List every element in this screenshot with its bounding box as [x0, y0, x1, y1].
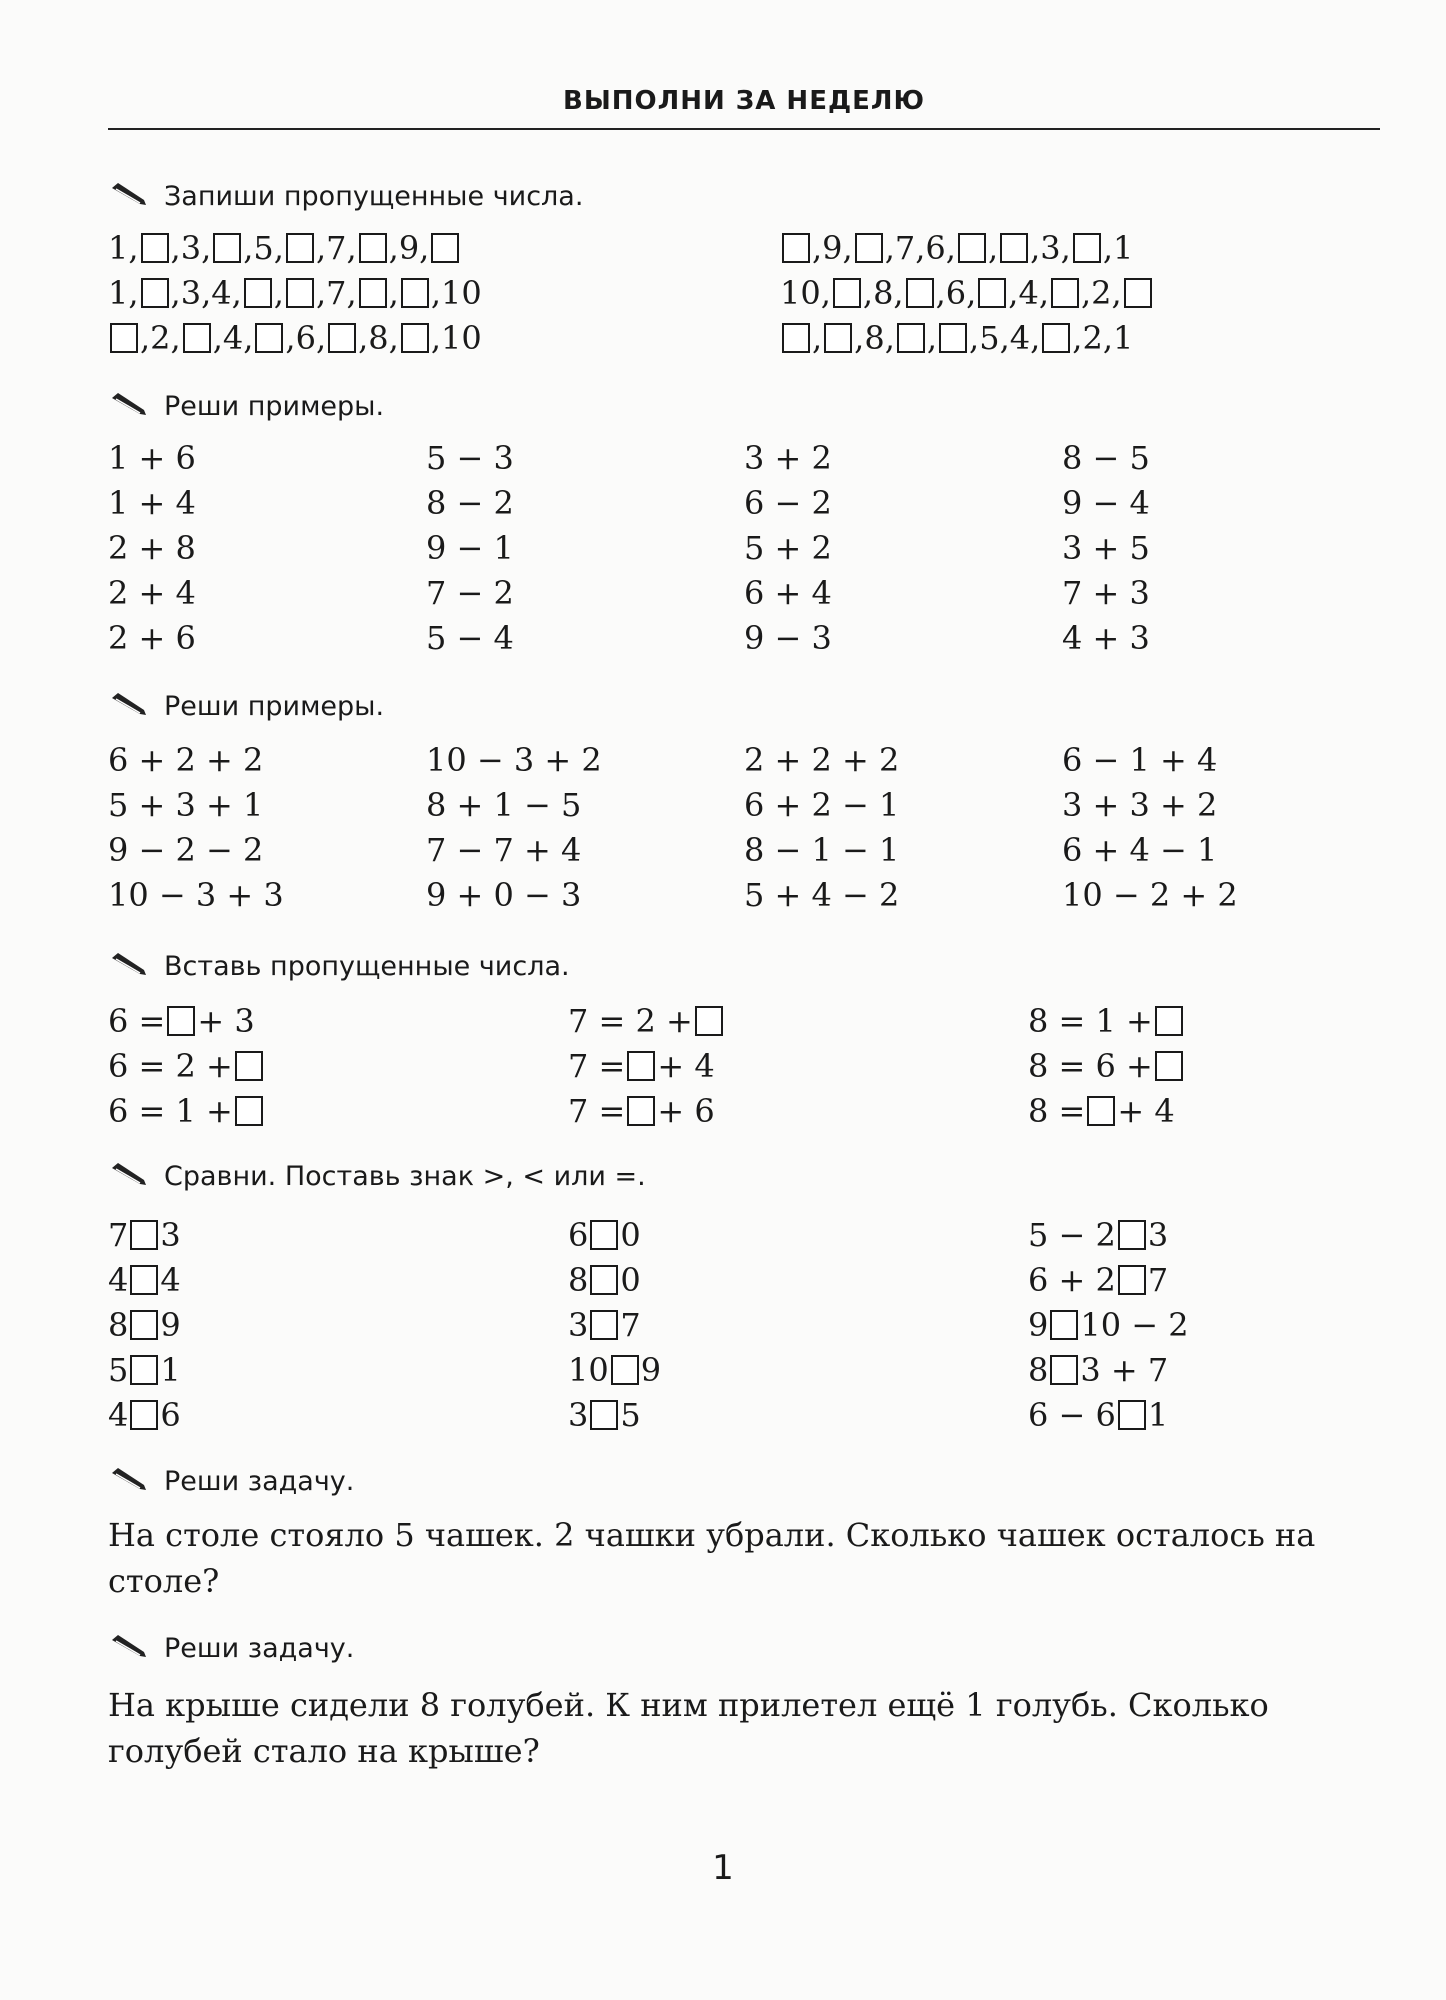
separator: ,	[893, 273, 904, 312]
pencil-icon	[110, 390, 150, 423]
answer-box[interactable]	[1087, 1096, 1115, 1126]
example-expression: 9 − 4	[1062, 484, 1150, 522]
separator: ,	[170, 273, 181, 312]
sequence-number: 6	[925, 228, 946, 267]
answer-box[interactable]	[833, 278, 861, 308]
compare-row	[1028, 1392, 1168, 1435]
separator: ,	[842, 228, 853, 267]
answer-box[interactable]	[590, 1220, 618, 1250]
sequence-row	[780, 270, 1154, 313]
answer-box[interactable]	[1050, 1310, 1078, 1340]
answer-box[interactable]	[401, 278, 429, 308]
separator: ,	[315, 318, 327, 357]
pencil-icon	[110, 180, 150, 213]
sequence-number: 5	[253, 228, 274, 267]
compare-left: 6	[568, 1215, 589, 1254]
answer-box[interactable]	[244, 278, 272, 308]
compare-left: 10	[568, 1350, 609, 1389]
compare-row	[568, 1257, 641, 1300]
equation-row	[568, 1088, 715, 1131]
compare-row	[1028, 1302, 1189, 1345]
answer-box[interactable]	[130, 1220, 158, 1250]
sequence-number: 10	[440, 318, 482, 357]
compare-row	[108, 1212, 181, 1255]
sequence-row	[108, 270, 482, 313]
sequence-number: 4	[222, 318, 244, 357]
answer-box[interactable]	[359, 278, 387, 308]
example-expression: 3 + 3 + 2	[1062, 786, 1218, 824]
separator: ,	[388, 228, 399, 267]
example-expression: 10 − 3 + 3	[108, 876, 284, 914]
answer-box[interactable]	[1124, 278, 1152, 308]
separator: ,	[884, 228, 895, 267]
separator: ,	[999, 318, 1010, 357]
separator: ,	[243, 228, 254, 267]
answer-box[interactable]	[167, 1006, 195, 1036]
answer-box[interactable]	[328, 323, 356, 353]
equation-part: 8 = 1 +	[1028, 1001, 1153, 1040]
example-expression: 7 − 2	[426, 574, 514, 612]
sequence-number: 6	[945, 273, 967, 312]
separator: ,	[170, 228, 181, 267]
compare-right: 5	[620, 1395, 641, 1434]
compare-left: 7	[108, 1215, 129, 1254]
equation-part: 7 = 2 +	[568, 1001, 693, 1040]
answer-box[interactable]	[897, 323, 925, 353]
pencil-icon	[110, 690, 150, 723]
answer-box[interactable]	[235, 1051, 263, 1081]
example-expression: 6 + 4	[744, 574, 832, 612]
example-expression: 2 + 2 + 2	[744, 741, 900, 779]
compare-right: 1	[160, 1350, 181, 1389]
equation-part: + 3	[197, 1001, 255, 1040]
example-expression: 8 + 1 − 5	[426, 786, 582, 824]
example-expression: 6 + 4 − 1	[1062, 831, 1218, 869]
separator: ,	[1102, 318, 1113, 357]
compare-row	[1028, 1257, 1168, 1300]
compare-right: 0	[620, 1260, 641, 1299]
separator: ,	[243, 318, 254, 357]
equation-part: 6 = 2 +	[108, 1046, 233, 1085]
task-2-text: На крыше сидели 8 голубей. К ним прилетел ещё 1 голубь. Сколько голубей стало на крыше?	[108, 1686, 1269, 1770]
compare-row	[108, 1392, 181, 1435]
equation-part: 7 =	[568, 1046, 626, 1085]
equation-part: + 4	[1117, 1091, 1175, 1130]
separator: ,	[945, 228, 956, 267]
equation-part: 8 = 6 +	[1028, 1046, 1153, 1085]
separator: ,	[1081, 273, 1092, 312]
sequence-number: 2	[150, 318, 171, 357]
compare-right: 1	[1147, 1395, 1169, 1434]
example-expression: 7 − 7 + 4	[426, 831, 582, 869]
answer-box[interactable]	[939, 323, 967, 353]
sequence-number: 8	[864, 318, 885, 357]
sequence-number: 10	[780, 273, 821, 312]
example-expression: 6 + 2 + 2	[108, 741, 264, 779]
sequence-number: 3	[1040, 228, 1061, 267]
answer-box[interactable]	[695, 1006, 723, 1036]
answer-box[interactable]	[141, 233, 169, 263]
separator: ,	[969, 318, 980, 357]
sequence-number: 4	[1018, 273, 1039, 312]
compare-left: 5 − 2	[1028, 1215, 1116, 1254]
separator: ,	[1038, 273, 1049, 312]
compare-row	[108, 1347, 181, 1390]
compare-left: 8	[108, 1305, 129, 1344]
answer-box[interactable]	[235, 1096, 263, 1126]
sequence-row	[108, 225, 461, 268]
compare-right: 9	[640, 1350, 662, 1389]
separator: ,	[926, 318, 938, 357]
pencil-icon	[110, 1160, 150, 1193]
answer-box[interactable]	[1051, 278, 1079, 308]
compare-left: 5	[108, 1350, 129, 1389]
sequence-row	[780, 225, 1133, 268]
section-heading-insert-numbers: Вставь пропущенные числа.	[110, 950, 570, 983]
sequence-number: 3	[180, 273, 202, 312]
answer-box[interactable]	[359, 233, 387, 263]
answer-box[interactable]	[130, 1400, 158, 1430]
answer-box[interactable]	[906, 278, 934, 308]
equation-row	[108, 1043, 265, 1086]
compare-left: 3	[568, 1395, 589, 1434]
compare-left: 3	[568, 1305, 589, 1344]
equation-row	[568, 1043, 715, 1086]
compare-row	[568, 1212, 641, 1255]
answer-box[interactable]	[255, 323, 283, 353]
answer-box[interactable]	[855, 233, 883, 263]
separator: ,	[231, 273, 242, 312]
compare-right: 0	[620, 1215, 641, 1254]
example-expression: 5 + 2	[744, 529, 832, 567]
separator: ,	[1102, 228, 1113, 267]
separator: ,	[315, 228, 327, 267]
example-expression: 9 − 2 − 2	[108, 831, 264, 869]
sequence-number: 1	[108, 273, 129, 312]
pencil-icon	[110, 1632, 150, 1665]
answer-box[interactable]	[627, 1051, 655, 1081]
compare-left: 6 − 6	[1028, 1395, 1116, 1434]
separator: ,	[201, 273, 212, 312]
compare-row	[108, 1302, 181, 1345]
separator: ,	[388, 318, 399, 357]
equation-part: + 6	[657, 1091, 715, 1130]
example-expression: 4 + 3	[1062, 619, 1150, 657]
answer-box[interactable]	[1118, 1220, 1146, 1250]
separator: ,	[987, 228, 999, 267]
equation-part: 7 =	[568, 1091, 626, 1130]
example-expression: 2 + 8	[108, 529, 196, 567]
example-expression: 10 − 2 + 2	[1062, 876, 1238, 914]
separator: ,	[1072, 318, 1083, 357]
separator: ,	[273, 273, 284, 312]
answer-box[interactable]	[1042, 323, 1070, 353]
answer-box[interactable]	[286, 278, 314, 308]
answer-box[interactable]	[1118, 1400, 1146, 1430]
sequence-number: 9	[398, 228, 420, 267]
answer-box[interactable]	[590, 1265, 618, 1295]
answer-box[interactable]	[130, 1355, 158, 1385]
page-header: ВЫПОЛНИ ЗА НЕДЕЛЮ	[563, 86, 925, 116]
separator: ,	[419, 228, 430, 267]
compare-row	[568, 1392, 641, 1435]
answer-box[interactable]	[1073, 233, 1101, 263]
example-expression: 9 + 0 − 3	[426, 876, 582, 914]
sequence-number: 8	[873, 273, 894, 312]
answer-box[interactable]	[1155, 1051, 1183, 1081]
section-heading-task-1: Реши задачу.	[110, 1465, 354, 1498]
compare-right: 6	[160, 1395, 181, 1434]
answer-box[interactable]	[401, 323, 429, 353]
compare-right: 3 + 7	[1080, 1350, 1169, 1389]
answer-box[interactable]	[130, 1265, 158, 1295]
compare-right: 4	[160, 1260, 181, 1299]
compare-right: 7	[1147, 1260, 1169, 1299]
sequence-number: 6	[295, 318, 316, 357]
sequence-number: 7	[326, 228, 347, 267]
example-expression: 6 − 2	[744, 484, 832, 522]
compare-row	[1028, 1347, 1168, 1390]
separator: ,	[812, 228, 823, 267]
example-expression: 5 − 3	[426, 439, 514, 477]
sequence-number: 10	[440, 273, 482, 312]
compare-left: 9	[1028, 1305, 1049, 1344]
sequence-number: 8	[368, 318, 389, 357]
separator: ,	[285, 318, 296, 357]
answer-box[interactable]	[110, 323, 138, 353]
separator: ,	[1111, 273, 1122, 312]
sequence-number: 2	[1091, 273, 1112, 312]
separator: ,	[358, 318, 369, 357]
example-expression: 3 + 5	[1062, 529, 1150, 567]
compare-right: 10 − 2	[1080, 1305, 1189, 1344]
answer-box[interactable]	[627, 1096, 655, 1126]
example-expression: 8 − 2	[426, 484, 514, 522]
example-expression: 7 + 3	[1062, 574, 1150, 612]
compare-right: 3	[1147, 1215, 1169, 1254]
separator: ,	[346, 273, 357, 312]
answer-box[interactable]	[1155, 1006, 1183, 1036]
equation-row	[108, 998, 255, 1041]
example-expression: 2 + 6	[108, 619, 196, 657]
compare-left: 4	[108, 1260, 129, 1299]
answer-box[interactable]	[590, 1400, 618, 1430]
separator: ,	[1008, 273, 1019, 312]
section-heading-missing-numbers: Запиши пропущенные числа.	[110, 180, 583, 213]
compare-row	[568, 1302, 641, 1345]
answer-box[interactable]	[978, 278, 1006, 308]
separator: ,	[388, 273, 399, 312]
separator: ,	[430, 273, 441, 312]
compare-row	[1028, 1212, 1168, 1255]
compare-right: 7	[620, 1305, 641, 1344]
answer-box[interactable]	[590, 1310, 618, 1340]
example-expression: 5 + 3 + 1	[108, 786, 264, 824]
equation-row	[1028, 1043, 1185, 1086]
separator: ,	[1060, 228, 1071, 267]
separator: ,	[430, 318, 441, 357]
example-expression: 10 − 3 + 2	[426, 741, 602, 779]
separator: ,	[915, 228, 926, 267]
sequence-number: 4	[1009, 318, 1031, 357]
example-expression: 2 + 4	[108, 574, 196, 612]
separator: ,	[1030, 228, 1041, 267]
sequence-number: 3	[180, 228, 202, 267]
equation-row	[108, 1088, 265, 1131]
separator: ,	[128, 273, 139, 312]
equation-part: + 4	[657, 1046, 715, 1085]
sequence-number: 9	[822, 228, 843, 267]
section-heading-examples-2: Реши примеры.	[110, 690, 384, 723]
equation-part: 8 =	[1028, 1091, 1086, 1130]
separator: ,	[201, 228, 212, 267]
example-expression: 1 + 6	[108, 439, 196, 477]
answer-box[interactable]	[824, 323, 852, 353]
answer-box[interactable]	[782, 233, 810, 263]
separator: ,	[140, 318, 151, 357]
equation-part: 6 =	[108, 1001, 166, 1040]
separator: ,	[315, 273, 327, 312]
example-expression: 9 − 3	[744, 619, 832, 657]
task-1-text: На столе стояло 5 чашек. 2 чашки убрали. Сколько чашек осталось на столе?	[108, 1516, 1316, 1600]
separator: ,	[854, 318, 865, 357]
example-expression: 6 − 1 + 4	[1062, 741, 1218, 779]
example-expression: 8 − 1 − 1	[744, 831, 900, 869]
compare-left: 6 + 2	[1028, 1260, 1116, 1299]
answer-box[interactable]	[213, 233, 241, 263]
sequence-number: 1	[108, 228, 129, 267]
equation-row	[568, 998, 725, 1041]
section-heading-compare: Сравни. Поставь знак >, < или =.	[110, 1160, 646, 1193]
sequence-number: 2	[1082, 318, 1103, 357]
separator: ,	[128, 228, 139, 267]
separator: ,	[1030, 318, 1041, 357]
answer-box[interactable]	[431, 233, 459, 263]
separator: ,	[212, 318, 223, 357]
answer-box[interactable]	[1000, 233, 1028, 263]
sequence-number: 7	[894, 228, 916, 267]
answer-box[interactable]	[141, 278, 169, 308]
separator: ,	[812, 318, 823, 357]
compare-left: 4	[108, 1395, 129, 1434]
sequence-row	[780, 315, 1133, 358]
answer-box[interactable]	[782, 323, 810, 353]
answer-box[interactable]	[183, 323, 211, 353]
sequence-number: 1	[1112, 228, 1134, 267]
sequence-number: 7	[326, 273, 347, 312]
sequence-number: 1	[1112, 318, 1134, 357]
separator: ,	[935, 273, 946, 312]
separator: ,	[170, 318, 181, 357]
separator: ,	[820, 273, 831, 312]
compare-row	[108, 1257, 181, 1300]
equation-row	[1028, 998, 1185, 1041]
compare-right: 3	[160, 1215, 181, 1254]
compare-row	[568, 1347, 661, 1390]
sequence-number: 5	[979, 318, 1000, 357]
equation-row	[1028, 1088, 1175, 1131]
example-expression: 6 + 2 − 1	[744, 786, 900, 824]
compare-left: 8	[1028, 1350, 1049, 1389]
example-expression: 9 − 1	[426, 529, 514, 567]
answer-box[interactable]	[1050, 1355, 1078, 1385]
pencil-icon	[110, 950, 150, 983]
example-expression: 5 + 4 − 2	[744, 876, 900, 914]
separator: ,	[966, 273, 977, 312]
section-heading-examples-1: Реши примеры.	[110, 390, 384, 423]
page-number: 1	[712, 1848, 734, 1888]
equation-part: 6 = 1 +	[108, 1091, 233, 1130]
answer-box[interactable]	[286, 233, 314, 263]
compare-right: 9	[160, 1305, 181, 1344]
separator: ,	[884, 318, 895, 357]
sequence-number: 4	[211, 273, 232, 312]
example-expression: 1 + 4	[108, 484, 196, 522]
separator: ,	[862, 273, 874, 312]
pencil-icon	[110, 1465, 150, 1498]
answer-box[interactable]	[611, 1355, 639, 1385]
separator: ,	[346, 228, 357, 267]
compare-left: 8	[568, 1260, 589, 1299]
separator: ,	[273, 228, 284, 267]
answer-box[interactable]	[958, 233, 986, 263]
header-rule	[108, 128, 1380, 130]
section-heading-task-2: Реши задачу.	[110, 1632, 354, 1665]
answer-box[interactable]	[130, 1310, 158, 1340]
answer-box[interactable]	[1118, 1265, 1146, 1295]
sequence-row	[108, 315, 482, 358]
example-expression: 3 + 2	[744, 439, 832, 477]
example-expression: 5 − 4	[426, 619, 514, 657]
example-expression: 8 − 5	[1062, 439, 1150, 477]
